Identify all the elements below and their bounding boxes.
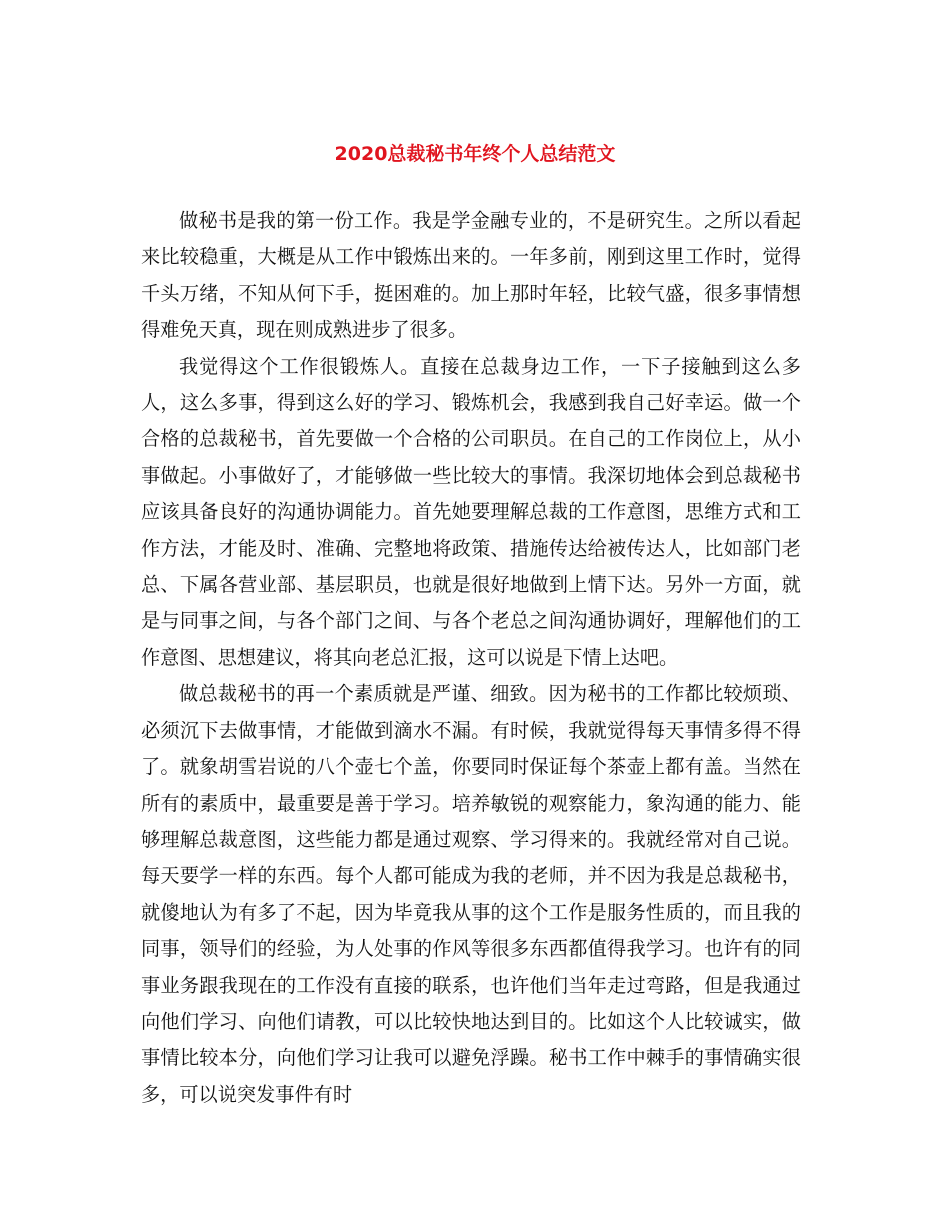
paragraph-2: 我觉得这个工作很锻炼人。直接在总裁身边工作，一下子接触到这么多人，这么多事，得到这么好的学习、锻炼机会，我感到我自己好幸运。做一个合格的总裁秘书，首先要做一个合格的公司职员。在自己的工作岗位上，从小事做起。小事做好了，才能够做一些比较大的事情。我深切地体会到总裁秘书应该具备良好的沟通协调能力。首先她要理解总裁的工作意图，思维方式和工作方法，才能及时、准确、完整地将政策、措施传达给被传达人，比如部门老总、下属各营业部、基层职员，也就是很好地做到上情下达。另外一方面，就是与同事之间，与各个部门之间、与各个老总之间沟通协调好，理解他们的工作意图、思想建议，将其向老总汇报，这可以说是下情上达吧。 (141, 354, 801, 669)
paragraph-1: 做秘书是我的第一份工作。我是学金融专业的，不是研究生。之所以看起来比较稳重，大概是从工作中锻炼出来的。一年多前，刚到这里工作时，觉得千头万绪，不知从何下手，挺困难的。加上那时年轻，比较气盛，很多事情想得难免天真，现在则成熟进步了很多。 (141, 209, 801, 342)
paragraph-3: 做总裁秘书的再一个素质就是严谨、细致。因为秘书的工作都比较烦琐、必须沉下去做事情，才能做到滴水不漏。有时候，我就觉得每天事情多得不得了。就象胡雪岩说的八个壶七个盖，你要同时保证每个茶壶上都有盖。当然在所有的素质中，最重要是善于学习。培养敏锐的观察能力，象沟通的能力、能够理解总裁意图，这些能力都是通过观察、学习得来的。我就经常对自己说。每天要学一样的东西。每个人都可能成为我的老师，并不因为我是总裁秘书，就傻地认为有多了不起，因为毕竟我从事的这个工作是服务性质的，而且我的同事，领导们的经验，为人处事的作风等很多东西都值得我学习。也许有的同事业务跟我现在的工作没有直接的联系，也许他们当年走过弯路，但是我通过向他们学习、向他们请教，可以比较快地达到目的。比如这个人比较诚实，做事情比较本分，向他们学习让我可以避免浮躁。秘书工作中棘手的事情确实很多，可以说突发事件有时 (141, 682, 801, 1106)
document-title: 2020总裁秘书年终个人总结范文 (334, 143, 616, 165)
document-body (141, 203, 801, 1113)
